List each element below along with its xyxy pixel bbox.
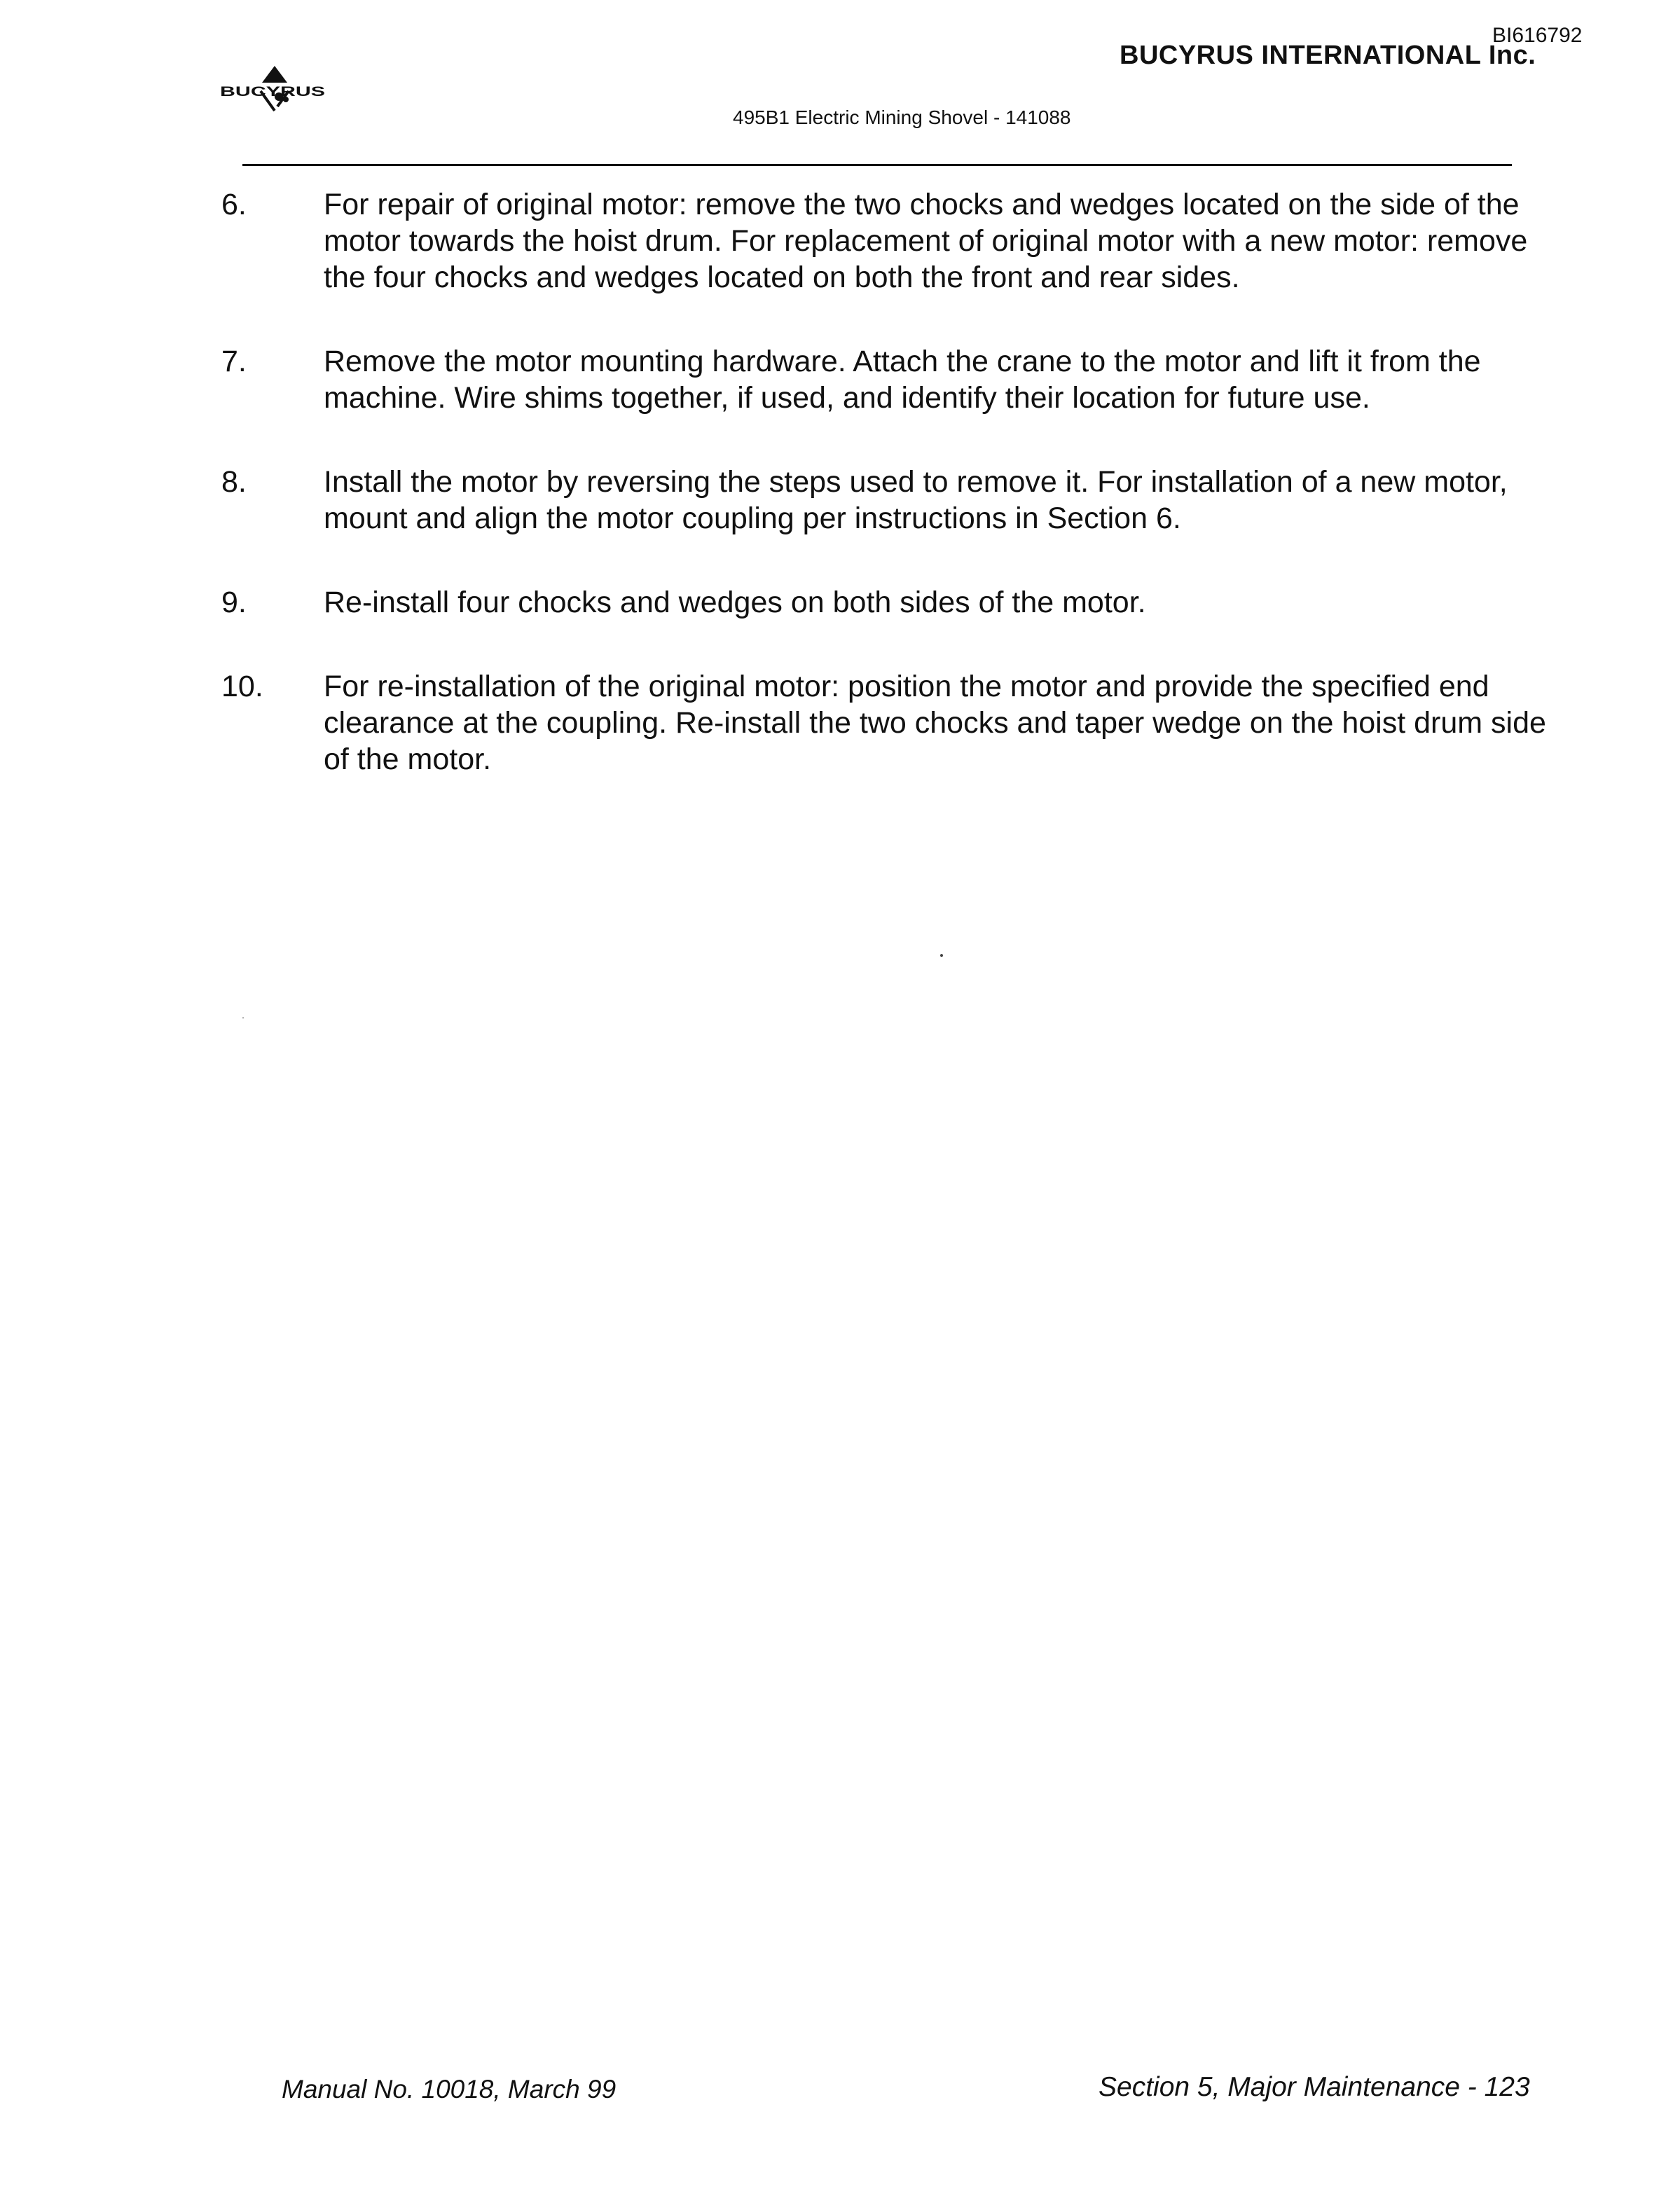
scan-speck (242, 1017, 244, 1018)
procedure-step (221, 464, 1552, 537)
procedure-step (221, 343, 1552, 416)
footer-section-page: Section 5, Major Maintenance - 123 (1099, 2072, 1530, 2102)
bucyrus-logo (219, 64, 331, 120)
scan-speck (940, 954, 943, 957)
step-text: Remove the motor mounting hardware. Attach the crane to the motor and lift it from the machine. Wire shims together, if used, and identify their location for future use. (324, 345, 1481, 415)
procedure-step (221, 584, 1552, 621)
step-number: 8. (221, 465, 247, 499)
logo-wordmark: BUCYRUS (220, 85, 325, 99)
step-text: Install the motor by reversing the steps used to remove it. For installation of a new motor, mount and align the motor coupling per instructions in Section 6. (324, 465, 1508, 535)
step-number: 9. (221, 586, 247, 619)
procedure-step (221, 186, 1552, 296)
procedure-step (221, 668, 1552, 778)
step-number: 10. (221, 670, 263, 703)
procedure-steps (221, 186, 1552, 825)
step-number: 6. (221, 188, 247, 221)
document-subtitle: 495B1 Electric Mining Shovel - 141088 (733, 106, 1071, 128)
footer-manual-number: Manual No. 10018, March 99 (282, 2075, 617, 2104)
company-name: BUCYRUS INTERNATIONAL Inc. (1120, 41, 1536, 70)
step-text: Re-install four chocks and wedges on both sides of the motor. (324, 586, 1146, 619)
header-divider (242, 164, 1512, 166)
step-number: 7. (221, 345, 247, 378)
step-text: For repair of original motor: remove the two chocks and wedges located on the side of the motor towards the hoist drum. For replacement of original motor with a new motor: remove the four chocks and wedges located on both the front and rear sides. (324, 188, 1528, 294)
step-text: For re-installation of the original motor: position the motor and provide the specified end clearance at the coupling. Re-install the two chocks and taper wedge on the hoist drum side of the motor. (324, 670, 1546, 776)
document-id: BI616792 (1492, 24, 1583, 47)
